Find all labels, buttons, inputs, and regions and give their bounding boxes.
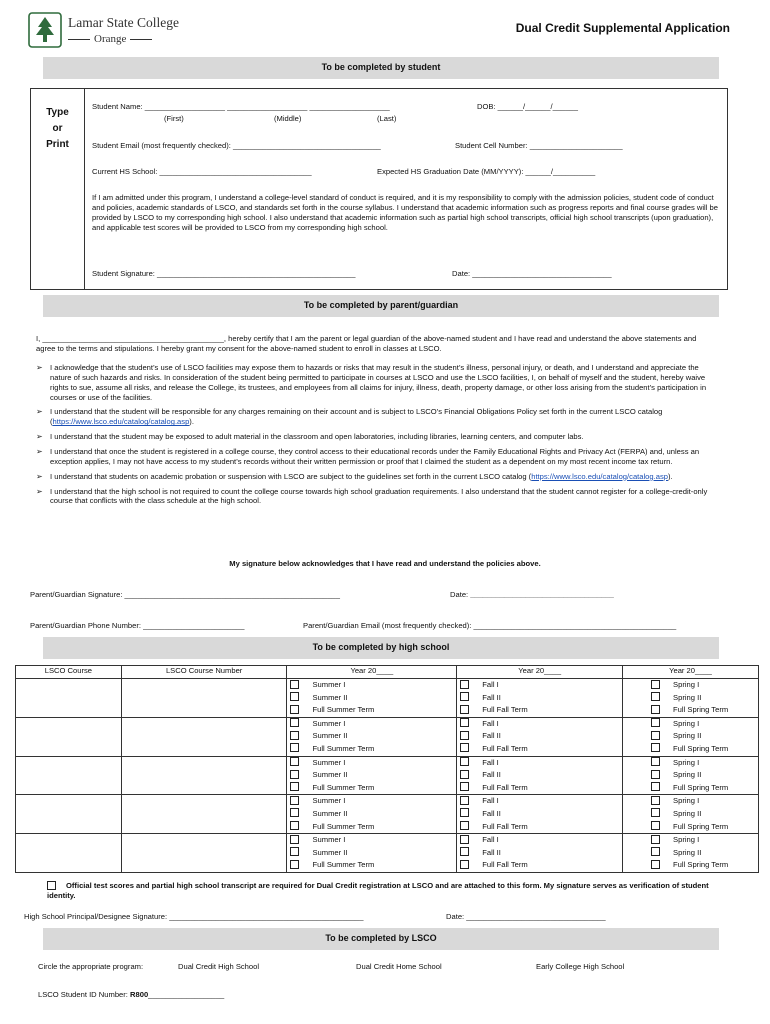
fall-cell [457,717,623,756]
graduation-date-field[interactable]: Expected HS Graduation Date (MM/YYYY): ______/__________ [377,167,596,176]
fall-ii-option[interactable]: Fall II [460,847,622,860]
checkbox[interactable] [651,680,660,689]
col-year-summer[interactable]: Year 20____ [287,666,457,679]
course-number-cell[interactable] [121,679,287,718]
spring-ii-option[interactable]: Spring II [651,730,758,743]
program-dual-credit-home[interactable]: Dual Credit Home School [356,962,442,971]
catalog-link[interactable]: https://www.lsco.edu/catalog/catalog.asp [531,471,668,481]
summer-ii-option[interactable]: Summer II [290,769,456,782]
checkbox[interactable] [651,796,660,805]
spring-cell [623,756,759,795]
full-summer-option[interactable]: Full Summer Term [290,859,456,872]
policy-item: ➢ I understand that the student will be responsible for any charges remaining on their account and is subject to LSCO’s Financial Obligations Policy set forth in the current LSCO catalog (https://www.lsco.edu/catalog/catalog.asp). [36,407,716,427]
checkbox[interactable] [460,770,469,779]
course-cell[interactable] [16,679,122,718]
official-note-checkbox[interactable] [47,881,56,890]
principal-date-field[interactable]: Date: _________________________________ [446,912,606,921]
fall-ii-option[interactable]: Fall II [460,808,622,821]
full-spring-option[interactable]: Full Spring Term [651,782,758,795]
policy-item: ➢ I understand that once the student is registered in a college course, they control access to their educational records under the Family Educational Rights and Privacy Act (FERPA) and, unless an exception applies, I may not have access to my student’s records without their written permission or proof that I claimed the student as a dependent on my most recent income tax return. [36,447,716,467]
col-year-fall[interactable]: Year 20____ [457,666,623,679]
checkbox[interactable] [460,821,469,830]
full-summer-option[interactable]: Full Summer Term [290,704,456,717]
fall-ii-option[interactable]: Fall II [460,730,622,743]
program-early-college[interactable]: Early College High School [536,962,625,971]
catalog-link[interactable]: https://www.lsco.edu/catalog/catalog.asp [52,417,190,427]
checkbox[interactable] [651,847,660,856]
course-number-cell[interactable] [121,717,287,756]
full-spring-option[interactable]: Full Spring Term [651,743,758,756]
course-number-cell[interactable] [121,834,287,873]
spring-i-option[interactable]: Spring I [651,795,758,808]
checkbox[interactable] [651,705,660,714]
hs-section-heading: To be completed by high school [43,637,719,659]
summer-cell [287,679,457,718]
principal-signature-field[interactable]: High School Principal/Designee Signature: ______________________________________________ [24,912,364,921]
checkbox[interactable] [651,821,660,830]
checkbox[interactable] [290,692,299,701]
spring-cell [623,679,759,718]
spring-cell [623,834,759,873]
checkbox[interactable] [460,705,469,714]
summer-i-option[interactable]: Summer I [290,718,456,731]
table-row [16,834,759,873]
checkbox[interactable] [460,860,469,869]
summer-ii-option[interactable]: Summer II [290,808,456,821]
policy-item: ➢ I understand that the high school is not required to count the college course towards high school graduation requirements. I also understand that the student cannot register for a college-credit-only course that conflicts with the class schedule at the high school. [36,487,716,507]
summer-ii-option[interactable]: Summer II [290,730,456,743]
full-fall-option[interactable]: Full Fall Term [460,859,622,872]
checkbox[interactable] [651,743,660,752]
summer-cell [287,756,457,795]
full-spring-option[interactable]: Full Spring Term [651,859,758,872]
checkbox[interactable] [460,743,469,752]
spring-i-option[interactable]: Spring I [651,757,758,770]
parent-email-field[interactable]: Parent/Guardian Email (most frequently checked): ________________________________________________ [303,621,677,630]
course-table [15,665,759,873]
policy-list [36,363,716,511]
checkbox[interactable] [651,731,660,740]
table-row [16,795,759,834]
checkbox[interactable] [460,847,469,856]
fall-ii-option[interactable]: Fall II [460,692,622,705]
checkbox[interactable] [651,782,660,791]
summer-cell [287,834,457,873]
summer-i-option[interactable]: Summer I [290,795,456,808]
table-row [16,717,759,756]
full-summer-option[interactable]: Full Summer Term [290,782,456,795]
full-spring-option[interactable]: Full Spring Term [651,704,758,717]
student-name-field[interactable]: Student Name: ___________________ ___________________ ___________________ [92,102,390,111]
program-dual-credit-hs[interactable]: Dual Credit High School [178,962,260,971]
full-fall-option[interactable]: Full Fall Term [460,821,622,834]
summer-cell [287,795,457,834]
acknowledge-text: My signature below acknowledges that I have read and understand the policies above. [229,559,541,568]
checkbox[interactable] [290,770,299,779]
fall-cell [457,756,623,795]
checkbox[interactable] [460,782,469,791]
spring-ii-option[interactable]: Spring II [651,692,758,705]
spring-cell [623,717,759,756]
student-section-box [30,88,728,290]
checkbox[interactable] [290,757,299,766]
checkbox[interactable] [651,835,660,844]
fall-cell [457,679,623,718]
fall-cell [457,834,623,873]
summer-cell [287,717,457,756]
checkbox[interactable] [460,731,469,740]
policy-item: ➢ I understand that students on academic probation or suspension with LSCO are subject to the guidelines set forth in the current LSCO catalog (https://www.lsco.edu/catalog/catalog.asp). [36,472,716,482]
full-summer-option[interactable]: Full Summer Term [290,821,456,834]
parent-date-field[interactable]: Date: __________________________________ [450,590,614,599]
col-course-number: LSCO Course Number [121,666,287,679]
fall-cell [457,795,623,834]
middle-sublabel: (Middle) [274,114,302,123]
checkbox[interactable] [460,718,469,727]
checkbox[interactable] [290,731,299,740]
fall-i-option[interactable]: Fall I [460,718,622,731]
spring-ii-option[interactable]: Spring II [651,808,758,821]
spring-i-option[interactable]: Spring I [651,834,758,847]
student-email-field[interactable]: Student Email (most frequently checked): ___________________________________ [92,141,381,150]
student-date-field[interactable]: Date: _________________________________ [452,269,612,278]
logo-campus: Orange [68,32,152,46]
parent-intro: I, ___________________________________________, hereby certify that I am the parent or legal guardian of the above-named student and I have read and understand the above statements and agree to the terms and stipulations. I hereby grant my consent for the above-named student to enroll in classes at LSCO. [36,334,697,353]
last-sublabel: (Last) [377,114,397,123]
spring-cell [623,795,759,834]
student-section-heading: To be completed by student [43,57,719,79]
table-row [16,756,759,795]
course-cell[interactable] [16,795,122,834]
checkbox[interactable] [460,757,469,766]
college-logo [28,12,228,52]
checkbox[interactable] [460,692,469,701]
checkbox[interactable] [460,796,469,805]
spring-i-option[interactable]: Spring I [651,718,758,731]
course-cell[interactable] [16,717,122,756]
checkbox[interactable] [290,705,299,714]
policy-item: ➢ I acknowledge that the student’s use of LSCO facilities may expose them to hazards or risks that may result in the student’s illness, personal injury, or death, and I understand and appreciate the nature of such hazards and risks. In consideration of the student being permitted to participate in courses at LSCO and use the LSCO facilities, I, on behalf of myself and the student, hereby waive rights to sue, assume all risks, and release the College, its trustees, and employees from all claims for injury, illness, death, property damage, or other loss arising from the student’s participation in courses or use of the facilities. [36,363,716,402]
summer-i-option[interactable]: Summer I [290,834,456,847]
checkbox[interactable] [290,782,299,791]
official-note: Official test scores and partial high school transcript are required for Dual Credit registration at LSCO and are attached to this form. My signature serves as verification of student identity. [47,881,709,900]
full-fall-option[interactable]: Full Fall Term [460,704,622,717]
policy-item: ➢ I understand that the student may be exposed to adult material in the classroom and open laboratories, including libraries, learning centers, and computer labs. [36,432,716,442]
fall-i-option[interactable]: Fall I [460,679,622,692]
summer-ii-option[interactable]: Summer II [290,692,456,705]
lsco-section-heading: To be completed by LSCO [43,928,719,950]
fall-ii-option[interactable]: Fall II [460,769,622,782]
checkbox[interactable] [460,835,469,844]
tree-seal-icon [28,12,62,48]
full-fall-option[interactable]: Full Fall Term [460,782,622,795]
full-fall-option[interactable]: Full Fall Term [460,743,622,756]
logo-name: Lamar State College [68,15,179,30]
table-header-row [16,666,759,679]
spring-ii-option[interactable]: Spring II [651,769,758,782]
spring-ii-option[interactable]: Spring II [651,847,758,860]
student-cell-field[interactable]: Student Cell Number: ______________________ [455,141,623,150]
spring-i-option[interactable]: Spring I [651,679,758,692]
summer-ii-option[interactable]: Summer II [290,847,456,860]
checkbox[interactable] [290,718,299,727]
checkbox[interactable] [290,808,299,817]
parent-section-heading: To be completed by parent/guardian [43,295,719,317]
full-summer-option[interactable]: Full Summer Term [290,743,456,756]
checkbox[interactable] [651,770,660,779]
hs-school-field[interactable]: Current HS School: ____________________________________ [92,167,312,176]
course-cell[interactable] [16,756,122,795]
checkbox[interactable] [460,808,469,817]
checkbox[interactable] [651,860,660,869]
circle-program-label: Circle the appropriate program: [38,962,144,971]
checkbox[interactable] [290,847,299,856]
fall-i-option[interactable]: Fall I [460,757,622,770]
course-number-cell[interactable] [121,756,287,795]
col-lsco-course: LSCO Course [16,666,122,679]
first-sublabel: (First) [164,114,184,123]
summer-i-option[interactable]: Summer I [290,679,456,692]
course-number-cell[interactable] [121,795,287,834]
checkbox[interactable] [460,680,469,689]
checkbox[interactable] [651,757,660,766]
type-or-print-label: Type or Print [31,89,85,289]
parent-signature-field[interactable]: Parent/Guardian Signature: ___________________________________________________ [30,590,340,599]
col-year-spring[interactable]: Year 20____ [623,666,759,679]
table-row [16,679,759,718]
summer-i-option[interactable]: Summer I [290,757,456,770]
full-spring-option[interactable]: Full Spring Term [651,821,758,834]
dob-field[interactable]: DOB: ______/______/______ [477,102,578,111]
checkbox[interactable] [290,796,299,805]
checkbox[interactable] [290,835,299,844]
checkbox[interactable] [290,743,299,752]
document-title: Dual Credit Supplemental Application [515,21,730,35]
checkbox[interactable] [290,680,299,689]
checkbox[interactable] [651,692,660,701]
checkbox[interactable] [651,718,660,727]
checkbox[interactable] [290,860,299,869]
student-statement: If I am admitted under this program, I understand a college-level standard of conduct is required, and it is my responsibility to comply with the admission policies, student code of conduct and policies, academic standards of LSCO, and standards set forth in the course syllabus. I understand that academic information such as progress reports and final course grades will be provided by LSCO to my corresponding high school. I also understand that academic information such as partial high school transcripts, official high school transcripts (upon graduation), and applicable test scores will be provided to LSCO from my corresponding high school. [92,193,718,232]
checkbox[interactable] [290,821,299,830]
parent-phone-field[interactable]: Parent/Guardian Phone Number: ________________________ [30,621,245,630]
checkbox[interactable] [651,808,660,817]
student-signature-field[interactable]: Student Signature: _______________________________________________ [92,269,356,278]
fall-i-option[interactable]: Fall I [460,795,622,808]
lsco-id-field[interactable]: LSCO Student ID Number: R800__________________ [38,990,225,999]
fall-i-option[interactable]: Fall I [460,834,622,847]
course-cell[interactable] [16,834,122,873]
